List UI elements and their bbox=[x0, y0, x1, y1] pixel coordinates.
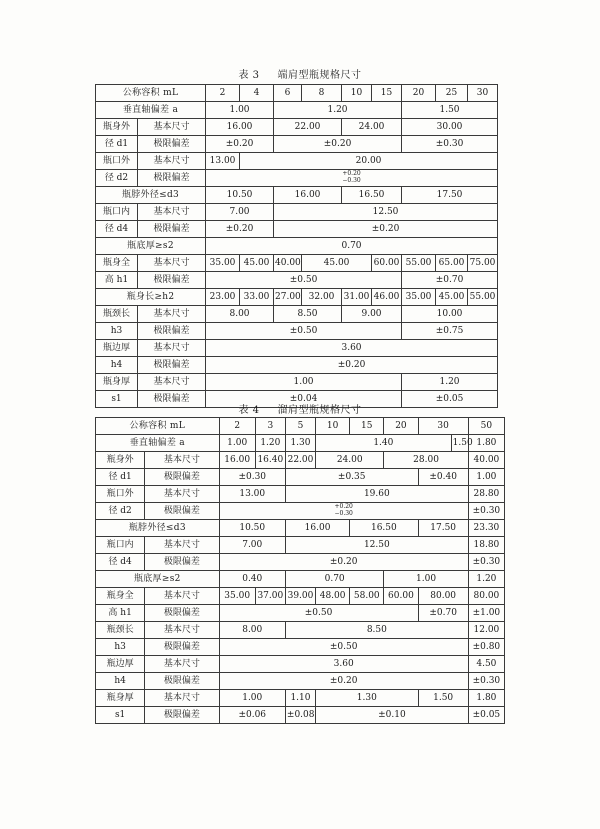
table-row bbox=[96, 418, 505, 435]
value-cell: ±0.30 bbox=[468, 673, 504, 690]
value-cell: ±0.70 bbox=[402, 272, 498, 289]
row-label: 径 d4 bbox=[96, 554, 145, 571]
row-label: 垂直轴偏差 a bbox=[96, 435, 220, 452]
value-cell: 22.00 bbox=[274, 119, 342, 136]
sub-label: 基本尺寸 bbox=[138, 255, 206, 272]
sub-label: 极限偏差 bbox=[138, 136, 206, 153]
value-cell: 3.60 bbox=[219, 656, 468, 673]
sub-label: 极限偏差 bbox=[145, 673, 219, 690]
value-cell: 13.00 bbox=[206, 153, 240, 170]
value-cell: ±0.75 bbox=[402, 323, 498, 340]
value-cell: ±0.20 bbox=[206, 136, 274, 153]
capacity-cell: 10 bbox=[316, 418, 350, 435]
sub-label: 极限偏差 bbox=[138, 170, 206, 187]
table-row bbox=[96, 340, 498, 357]
sub-label: 基本尺寸 bbox=[138, 119, 206, 136]
value-cell: 45.00 bbox=[302, 255, 372, 272]
table-row bbox=[96, 323, 498, 340]
capacity-cell: 30 bbox=[468, 85, 498, 102]
table-row bbox=[96, 537, 505, 554]
tolerance-plus: +0.20 bbox=[334, 503, 353, 511]
value-cell: 17.50 bbox=[418, 520, 468, 537]
sub-label: 极限偏差 bbox=[145, 605, 219, 622]
value-cell: 80.00 bbox=[468, 588, 504, 605]
value-cell: 16.00 bbox=[206, 119, 274, 136]
row-label: 径 d1 bbox=[96, 136, 138, 153]
row-label: 瓶身全 bbox=[96, 255, 138, 272]
sub-label: 基本尺寸 bbox=[138, 374, 206, 391]
table3-caption-title: 端肩型瓶规格尺寸 bbox=[277, 70, 362, 81]
value-cell: 1.20 bbox=[274, 102, 402, 119]
value-cell: 30.00 bbox=[402, 119, 498, 136]
value-cell: 19.60 bbox=[285, 486, 468, 503]
value-cell: 7.00 bbox=[206, 204, 274, 221]
value-cell: 4.50 bbox=[468, 656, 504, 673]
value-cell: 12.50 bbox=[285, 537, 468, 554]
sub-label: 基本尺寸 bbox=[145, 537, 219, 554]
capacity-cell: 30 bbox=[418, 418, 468, 435]
sub-label: 极限偏差 bbox=[145, 639, 219, 656]
value-cell: 58.00 bbox=[350, 588, 384, 605]
value-cell: 60.00 bbox=[384, 588, 418, 605]
row-label: 瓶身外 bbox=[96, 119, 138, 136]
sub-label: 极限偏差 bbox=[138, 357, 206, 374]
value-cell: 0.70 bbox=[285, 571, 383, 588]
value-cell: 12.50 bbox=[274, 204, 498, 221]
value-cell: ±0.20 bbox=[219, 554, 468, 571]
value-cell: 33.00 bbox=[240, 289, 274, 306]
value-cell: 24.00 bbox=[316, 452, 384, 469]
sub-label: 基本尺寸 bbox=[138, 153, 206, 170]
value-cell: ±0.20 bbox=[206, 221, 274, 238]
table-row bbox=[96, 588, 505, 605]
value-cell: 1.00 bbox=[219, 690, 285, 707]
value-cell: 7.00 bbox=[219, 537, 285, 554]
value-cell: 23.30 bbox=[468, 520, 504, 537]
value-cell: 24.00 bbox=[342, 119, 402, 136]
value-cell: 40.00 bbox=[274, 255, 302, 272]
value-cell: 20.00 bbox=[240, 153, 498, 170]
value-cell: 8.00 bbox=[219, 622, 285, 639]
value-cell: ±0.06 bbox=[219, 707, 285, 724]
value-cell: 0.70 bbox=[206, 238, 498, 255]
sub-label: 极限偏差 bbox=[145, 503, 219, 520]
value-cell: ±0.05 bbox=[468, 707, 504, 724]
value-cell: 1.50 bbox=[402, 102, 498, 119]
value-cell: 1.30 bbox=[316, 690, 418, 707]
row-label: 瓶脖外径≤d3 bbox=[96, 187, 206, 204]
row-label: 径 d2 bbox=[96, 170, 138, 187]
capacity-cell: 4 bbox=[240, 85, 274, 102]
value-cell: 1.20 bbox=[255, 435, 285, 452]
table-row bbox=[96, 707, 505, 724]
value-cell: 1.00 bbox=[384, 571, 468, 588]
row-label: h3 bbox=[96, 323, 138, 340]
table-row bbox=[96, 469, 505, 486]
sub-label: 基本尺寸 bbox=[145, 656, 219, 673]
value-cell: 12.00 bbox=[468, 622, 504, 639]
value-cell: 28.00 bbox=[384, 452, 468, 469]
value-cell: 40.00 bbox=[468, 452, 504, 469]
capacity-cell: 20 bbox=[402, 85, 436, 102]
value-cell: 0.40 bbox=[219, 571, 285, 588]
row-label: h3 bbox=[96, 639, 145, 656]
row-label: 径 d2 bbox=[96, 503, 145, 520]
sub-label: 基本尺寸 bbox=[145, 622, 219, 639]
table3-caption bbox=[0, 66, 600, 81]
value-cell: 55.00 bbox=[402, 255, 436, 272]
value-cell: ±0.04 bbox=[206, 391, 402, 408]
value-cell: ±0.50 bbox=[206, 272, 402, 289]
row-label: 瓶口外 bbox=[96, 153, 138, 170]
sub-label: 基本尺寸 bbox=[138, 340, 206, 357]
row-label: s1 bbox=[96, 391, 138, 408]
row-label: 瓶身全 bbox=[96, 588, 145, 605]
value-cell: 1.00 bbox=[206, 102, 274, 119]
value-cell: ±0.05 bbox=[402, 391, 498, 408]
table-row bbox=[96, 85, 498, 102]
table-row bbox=[96, 119, 498, 136]
capacity-cell: 20 bbox=[384, 418, 418, 435]
row-label: h4 bbox=[96, 357, 138, 374]
row-label: 瓶身长≥h2 bbox=[96, 289, 206, 306]
row-label: 瓶身厚 bbox=[96, 690, 145, 707]
sub-label: 基本尺寸 bbox=[145, 452, 219, 469]
value-cell: 1.10 bbox=[285, 690, 315, 707]
table-row bbox=[96, 520, 505, 537]
table-row bbox=[96, 272, 498, 289]
row-label: 垂直轴偏差 a bbox=[96, 102, 206, 119]
table-row bbox=[96, 554, 505, 571]
value-cell: 1.20 bbox=[402, 374, 498, 391]
value-cell: 1.40 bbox=[316, 435, 452, 452]
table-row bbox=[96, 503, 505, 520]
value-cell: 8.50 bbox=[274, 306, 342, 323]
value-cell: 31.00 bbox=[342, 289, 372, 306]
table-row bbox=[96, 221, 498, 238]
capacity-cell: 50 bbox=[468, 418, 504, 435]
table-row bbox=[96, 306, 498, 323]
value-cell: 28.80 bbox=[468, 486, 504, 503]
table-row bbox=[96, 187, 498, 204]
sub-label: 极限偏差 bbox=[138, 391, 206, 408]
table3-caption-number: 表 3 bbox=[238, 70, 260, 81]
row-label: s1 bbox=[96, 707, 145, 724]
table-row bbox=[96, 435, 505, 452]
value-cell: 13.00 bbox=[219, 486, 285, 503]
value-cell: ±0.30 bbox=[468, 503, 504, 520]
value-cell: 1.80 bbox=[468, 690, 504, 707]
value-cell: 16.50 bbox=[350, 520, 418, 537]
value-cell: 16.40 bbox=[255, 452, 285, 469]
row-label: 瓶脖外径≤d3 bbox=[96, 520, 220, 537]
capacity-header: 公称容积 mL bbox=[96, 418, 220, 435]
capacity-cell: 15 bbox=[350, 418, 384, 435]
capacity-cell: 2 bbox=[219, 418, 255, 435]
value-cell: ±0.50 bbox=[219, 639, 468, 656]
tolerance-minus: −0.30 bbox=[342, 177, 361, 184]
table-row bbox=[96, 486, 505, 503]
value-cell: ±1.00 bbox=[468, 605, 504, 622]
capacity-cell: 5 bbox=[285, 418, 315, 435]
value-cell: ±0.08 bbox=[285, 707, 315, 724]
table4-caption bbox=[0, 401, 600, 416]
value-cell: 10.50 bbox=[219, 520, 285, 537]
row-label: 瓶身外 bbox=[96, 452, 145, 469]
value-cell: 46.00 bbox=[372, 289, 402, 306]
sub-label: 极限偏差 bbox=[138, 272, 206, 289]
table-row bbox=[96, 452, 505, 469]
table-row bbox=[96, 238, 498, 255]
capacity-cell: 6 bbox=[274, 85, 302, 102]
value-cell: 23.00 bbox=[206, 289, 240, 306]
value-cell: ±0.35 bbox=[285, 469, 418, 486]
value-cell: 35.00 bbox=[219, 588, 255, 605]
sub-label: 基本尺寸 bbox=[145, 588, 219, 605]
value-cell: 45.00 bbox=[240, 255, 274, 272]
value-cell: 17.50 bbox=[402, 187, 498, 204]
value-cell: 18.80 bbox=[468, 537, 504, 554]
value-cell: ±0.10 bbox=[316, 707, 469, 724]
value-cell bbox=[206, 170, 498, 187]
value-cell: ±0.80 bbox=[468, 639, 504, 656]
value-cell: 16.00 bbox=[219, 452, 255, 469]
value-cell: 10.50 bbox=[206, 187, 274, 204]
value-cell: 45.00 bbox=[436, 289, 468, 306]
sub-label: 基本尺寸 bbox=[138, 204, 206, 221]
value-cell: 9.00 bbox=[342, 306, 402, 323]
table4 bbox=[95, 417, 505, 724]
row-label: 高 h1 bbox=[96, 272, 138, 289]
row-label: 高 h1 bbox=[96, 605, 145, 622]
value-cell: 1.00 bbox=[468, 469, 504, 486]
value-cell: 27.00 bbox=[274, 289, 302, 306]
capacity-cell: 8 bbox=[302, 85, 342, 102]
value-cell: 35.00 bbox=[206, 255, 240, 272]
value-cell: ±0.20 bbox=[274, 221, 498, 238]
value-cell: ±0.20 bbox=[219, 673, 468, 690]
value-cell: 1.00 bbox=[219, 435, 255, 452]
capacity-header: 公称容积 mL bbox=[96, 85, 206, 102]
value-cell: 16.00 bbox=[285, 520, 349, 537]
sub-label: 极限偏差 bbox=[145, 469, 219, 486]
table-row bbox=[96, 571, 505, 588]
row-label: 瓶边厚 bbox=[96, 656, 145, 673]
row-label: 瓶颈长 bbox=[96, 622, 145, 639]
table-row bbox=[96, 639, 505, 656]
capacity-cell: 25 bbox=[436, 85, 468, 102]
tolerance-minus: −0.30 bbox=[334, 510, 353, 517]
value-cell: 16.50 bbox=[342, 187, 402, 204]
capacity-cell: 15 bbox=[372, 85, 402, 102]
value-cell: ±0.50 bbox=[206, 323, 402, 340]
sub-label: 极限偏差 bbox=[138, 221, 206, 238]
sub-label: 极限偏差 bbox=[145, 554, 219, 571]
value-cell: 32.00 bbox=[302, 289, 342, 306]
sub-label: 基本尺寸 bbox=[138, 306, 206, 323]
sub-label: 基本尺寸 bbox=[145, 690, 219, 707]
row-label: 瓶口内 bbox=[96, 537, 145, 554]
table-row bbox=[96, 605, 505, 622]
table-row bbox=[96, 673, 505, 690]
value-cell: 55.00 bbox=[468, 289, 498, 306]
value-cell: 1.50 bbox=[418, 690, 468, 707]
table-row bbox=[96, 690, 505, 707]
value-cell: 1.00 bbox=[206, 374, 402, 391]
row-label: 瓶底厚≥s2 bbox=[96, 571, 220, 588]
value-cell: ±0.40 bbox=[418, 469, 468, 486]
table-row bbox=[96, 255, 498, 272]
row-label: 瓶颈长 bbox=[96, 306, 138, 323]
table-row bbox=[96, 170, 498, 187]
value-cell: 1.30 bbox=[285, 435, 315, 452]
value-cell: ±0.30 bbox=[468, 554, 504, 571]
value-cell: ±0.20 bbox=[274, 136, 402, 153]
value-cell: 8.00 bbox=[206, 306, 274, 323]
value-cell: ±0.30 bbox=[219, 469, 285, 486]
tolerance-plus: +0.20 bbox=[342, 170, 361, 178]
table-row bbox=[96, 289, 498, 306]
value-cell: 1.80 bbox=[468, 435, 504, 452]
value-cell: 60.00 bbox=[372, 255, 402, 272]
value-cell: 8.50 bbox=[285, 622, 468, 639]
value-cell: ±0.50 bbox=[219, 605, 418, 622]
row-label: 径 d1 bbox=[96, 469, 145, 486]
capacity-cell: 2 bbox=[206, 85, 240, 102]
table3 bbox=[95, 84, 498, 408]
table-row bbox=[96, 102, 498, 119]
value-cell: 1.50 bbox=[451, 435, 468, 452]
row-label: 瓶身厚 bbox=[96, 374, 138, 391]
row-label: h4 bbox=[96, 673, 145, 690]
table4-caption-title: 溜肩型瓶规格尺寸 bbox=[277, 405, 362, 416]
value-cell: 35.00 bbox=[402, 289, 436, 306]
capacity-cell: 10 bbox=[342, 85, 372, 102]
value-cell: 75.00 bbox=[468, 255, 498, 272]
table-row bbox=[96, 622, 505, 639]
value-cell: ±0.20 bbox=[206, 357, 498, 374]
row-label: 瓶底厚≥s2 bbox=[96, 238, 206, 255]
value-cell: 80.00 bbox=[418, 588, 468, 605]
value-cell: 39.00 bbox=[285, 588, 315, 605]
table-row bbox=[96, 136, 498, 153]
table-row bbox=[96, 374, 498, 391]
value-cell: 48.00 bbox=[316, 588, 350, 605]
sub-label: 极限偏差 bbox=[138, 323, 206, 340]
value-cell: 3.60 bbox=[206, 340, 498, 357]
value-cell bbox=[219, 503, 468, 520]
value-cell: 10.00 bbox=[402, 306, 498, 323]
row-label: 瓶边厚 bbox=[96, 340, 138, 357]
value-cell: 65.00 bbox=[436, 255, 468, 272]
sub-label: 基本尺寸 bbox=[145, 486, 219, 503]
row-label: 瓶口内 bbox=[96, 204, 138, 221]
table4-caption-number: 表 4 bbox=[238, 405, 260, 416]
table-row bbox=[96, 153, 498, 170]
value-cell: 22.00 bbox=[285, 452, 315, 469]
table-row bbox=[96, 357, 498, 374]
table-row bbox=[96, 656, 505, 673]
value-cell: ±0.70 bbox=[418, 605, 468, 622]
capacity-cell: 3 bbox=[255, 418, 285, 435]
value-cell: 1.20 bbox=[468, 571, 504, 588]
value-cell: 37.00 bbox=[255, 588, 285, 605]
table-row bbox=[96, 204, 498, 221]
value-cell: ±0.30 bbox=[402, 136, 498, 153]
row-label: 径 d4 bbox=[96, 221, 138, 238]
row-label: 瓶口外 bbox=[96, 486, 145, 503]
value-cell: 16.00 bbox=[274, 187, 342, 204]
sub-label: 极限偏差 bbox=[145, 707, 219, 724]
